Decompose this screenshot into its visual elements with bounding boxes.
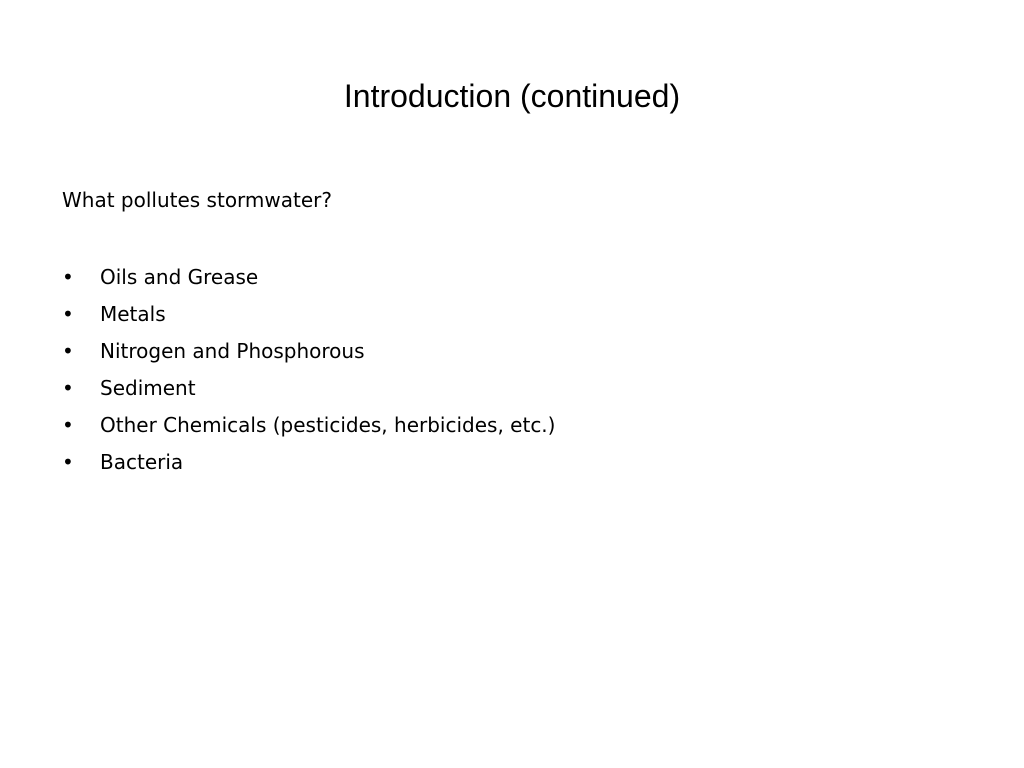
bullet-icon: • — [62, 265, 74, 289]
list-item-label: Nitrogen and Phosphorous — [100, 339, 365, 363]
list-item — [62, 444, 962, 481]
list-item-label: Sediment — [100, 376, 196, 400]
list-item-label: Bacteria — [100, 450, 184, 474]
list-item — [62, 370, 962, 407]
bullet-icon: • — [62, 413, 74, 437]
list-item — [62, 333, 962, 370]
list-item-label: Metals — [100, 302, 166, 326]
bullet-icon: • — [62, 302, 74, 326]
list-item — [62, 296, 962, 333]
slide-title: Introduction (continued) — [343, 78, 681, 114]
list-item — [62, 407, 962, 444]
list-item-label: Other Chemicals (pesticides, herbicides, etc.) — [100, 413, 556, 437]
pollutant-list — [62, 259, 962, 481]
list-item-label: Oils and Grease — [100, 265, 259, 289]
bullet-icon: • — [62, 339, 74, 363]
bullet-icon: • — [62, 376, 74, 400]
bullet-icon: • — [62, 450, 74, 474]
list-item — [62, 259, 962, 296]
intro-question: What pollutes stormwater? — [62, 188, 332, 212]
slide-content — [62, 185, 962, 481]
